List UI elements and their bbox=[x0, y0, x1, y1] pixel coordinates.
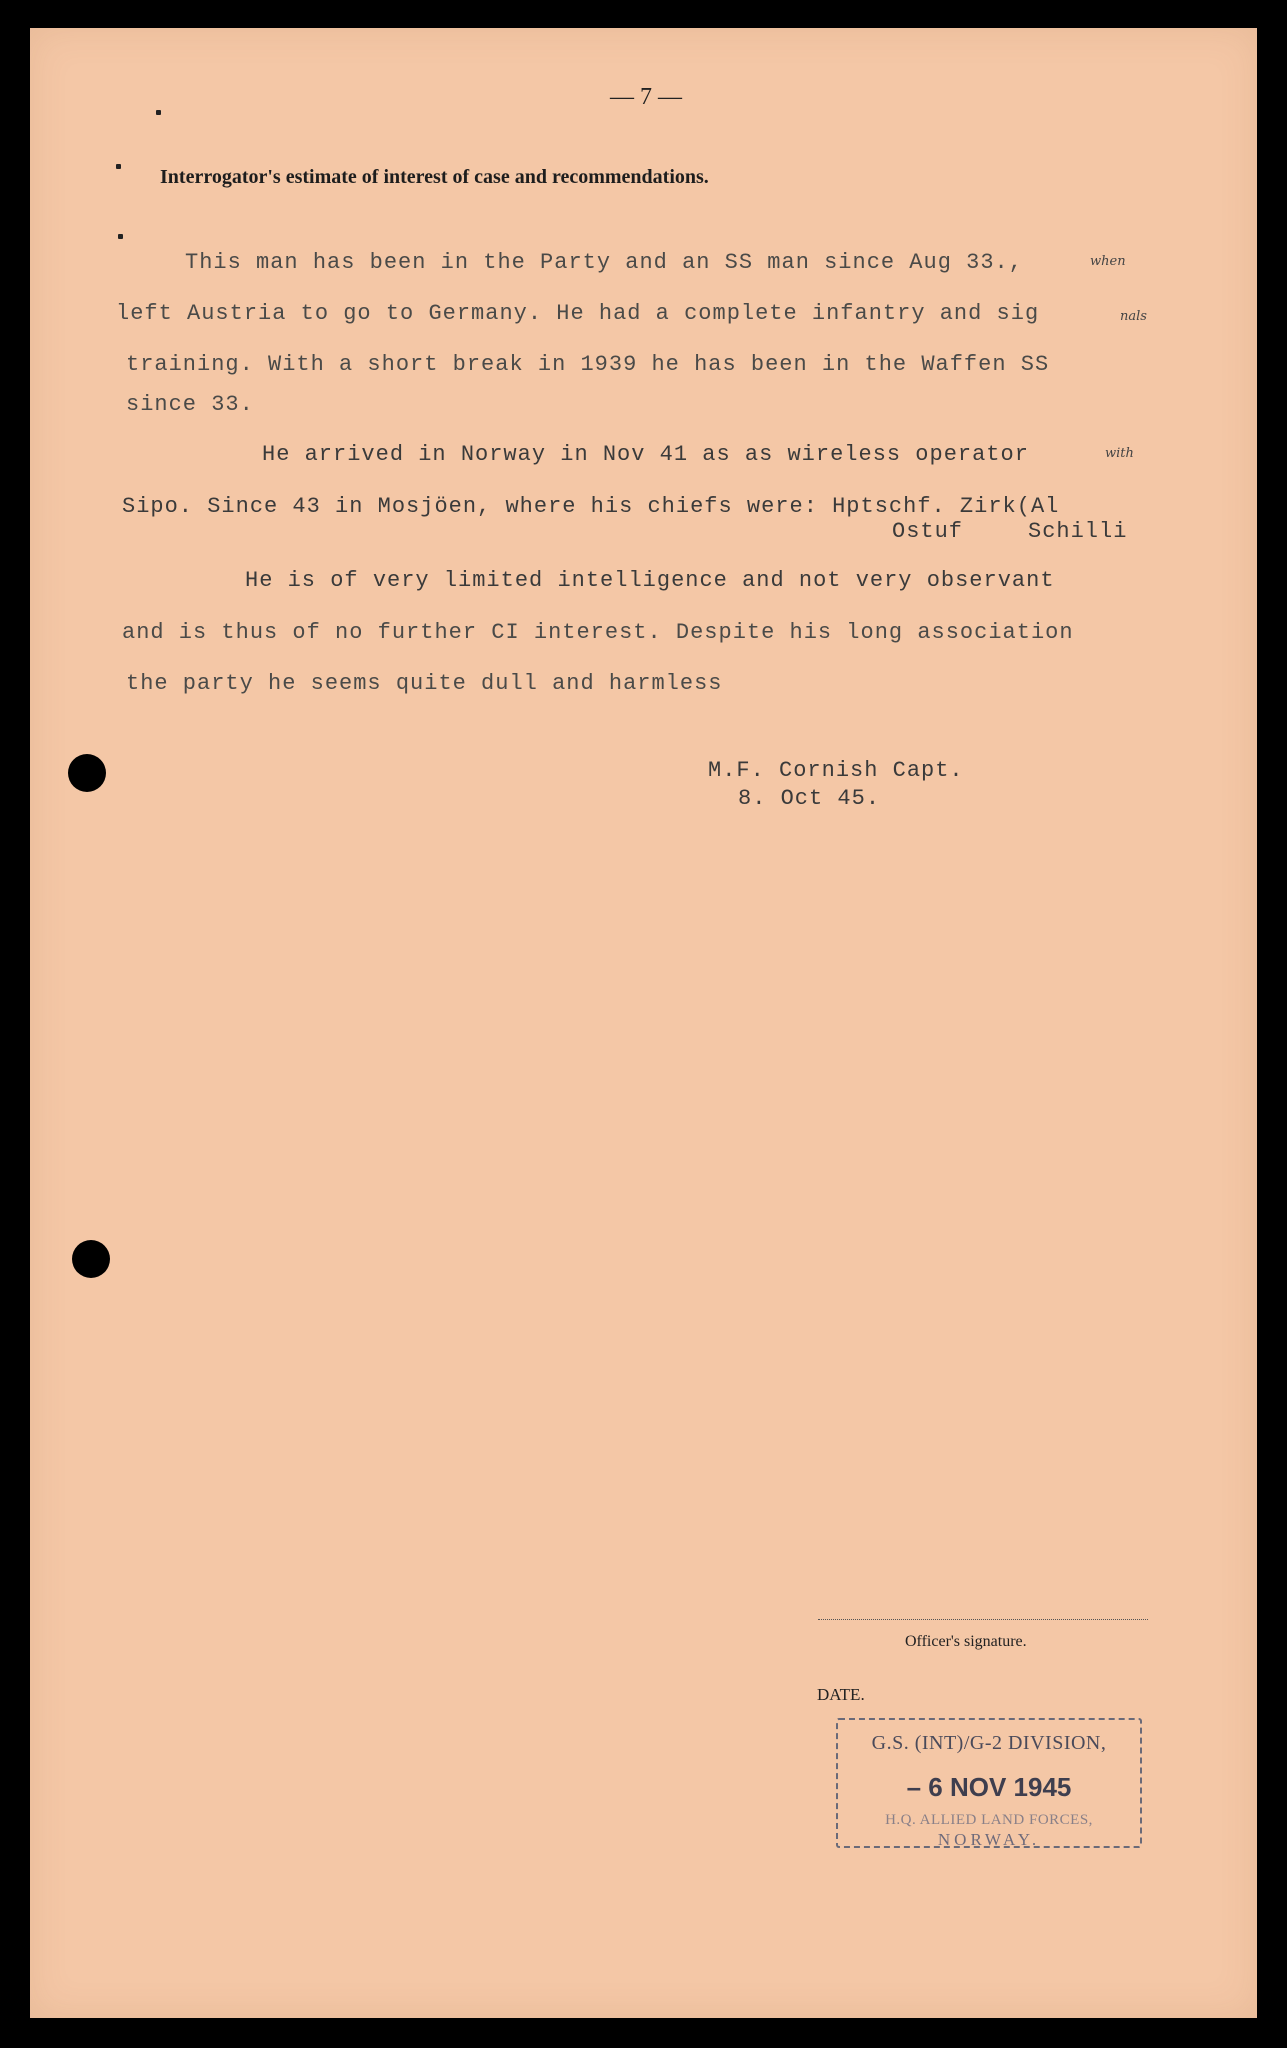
ink-speck bbox=[116, 164, 121, 169]
received-stamp bbox=[836, 1718, 1142, 1848]
typed-signature-name: M.F. Cornish Capt. bbox=[708, 758, 964, 783]
ink-speck bbox=[156, 110, 161, 115]
handwritten-annotation-when: when bbox=[1090, 254, 1126, 269]
page-number: — 7 — bbox=[610, 84, 682, 110]
section-title: Interrogator's estimate of interest of case and recommendations. bbox=[160, 166, 709, 188]
punch-hole-top bbox=[68, 754, 106, 792]
chief-rank-ostuf: Ostuf bbox=[892, 519, 964, 544]
typed-signature-date: 8. Oct 45. bbox=[738, 786, 881, 811]
punch-hole-bottom bbox=[72, 1240, 110, 1278]
paragraph-2-line-2: Sipo. Since 43 in Mosjöen, where his chiefs were: Hptschf. Zirk(Al bbox=[122, 494, 1060, 519]
paragraph-3-line-3: the party he seems quite dull and harmless bbox=[126, 671, 723, 696]
stamp-hq: H.Q. ALLIED LAND FORCES, bbox=[885, 1812, 1093, 1828]
paragraph-1-line-3: training. With a short break in 1939 he has been in the Waffen SS bbox=[126, 352, 1050, 377]
signature-line bbox=[818, 1619, 1148, 1620]
paragraph-1-line-4: since 33. bbox=[126, 392, 254, 417]
ink-speck bbox=[118, 234, 123, 239]
date-label: DATE. bbox=[817, 1685, 865, 1704]
handwritten-annotation-with: with bbox=[1105, 446, 1134, 461]
paragraph-3-line-2: and is thus of no further CI interest. Despite his long association bbox=[122, 620, 1074, 645]
paragraph-3-line-1: He is of very limited intelligence and not very observant bbox=[245, 568, 1055, 593]
officer-signature-label: Officer's signature. bbox=[905, 1633, 1027, 1650]
stamp-country: NORWAY. bbox=[937, 1830, 1041, 1849]
paragraph-1-line-2: left Austria to go to Germany. He had a complete infantry and sig bbox=[116, 301, 1040, 326]
paragraph-1-line-1: This man has been in the Party and an SS man since Aug 33., bbox=[185, 250, 1023, 275]
chief-name-schilli: Schilli bbox=[1028, 519, 1128, 544]
paragraph-2-line-1: He arrived in Norway in Nov 41 as as wireless operator bbox=[262, 442, 1029, 467]
handwritten-annotation-nals: nals bbox=[1120, 309, 1147, 324]
stamp-division: G.S. (INT)/G-2 DIVISION, bbox=[871, 1732, 1107, 1754]
document-page bbox=[30, 28, 1257, 2018]
stamp-date: – 6 NOV 1945 bbox=[906, 1772, 1072, 1802]
